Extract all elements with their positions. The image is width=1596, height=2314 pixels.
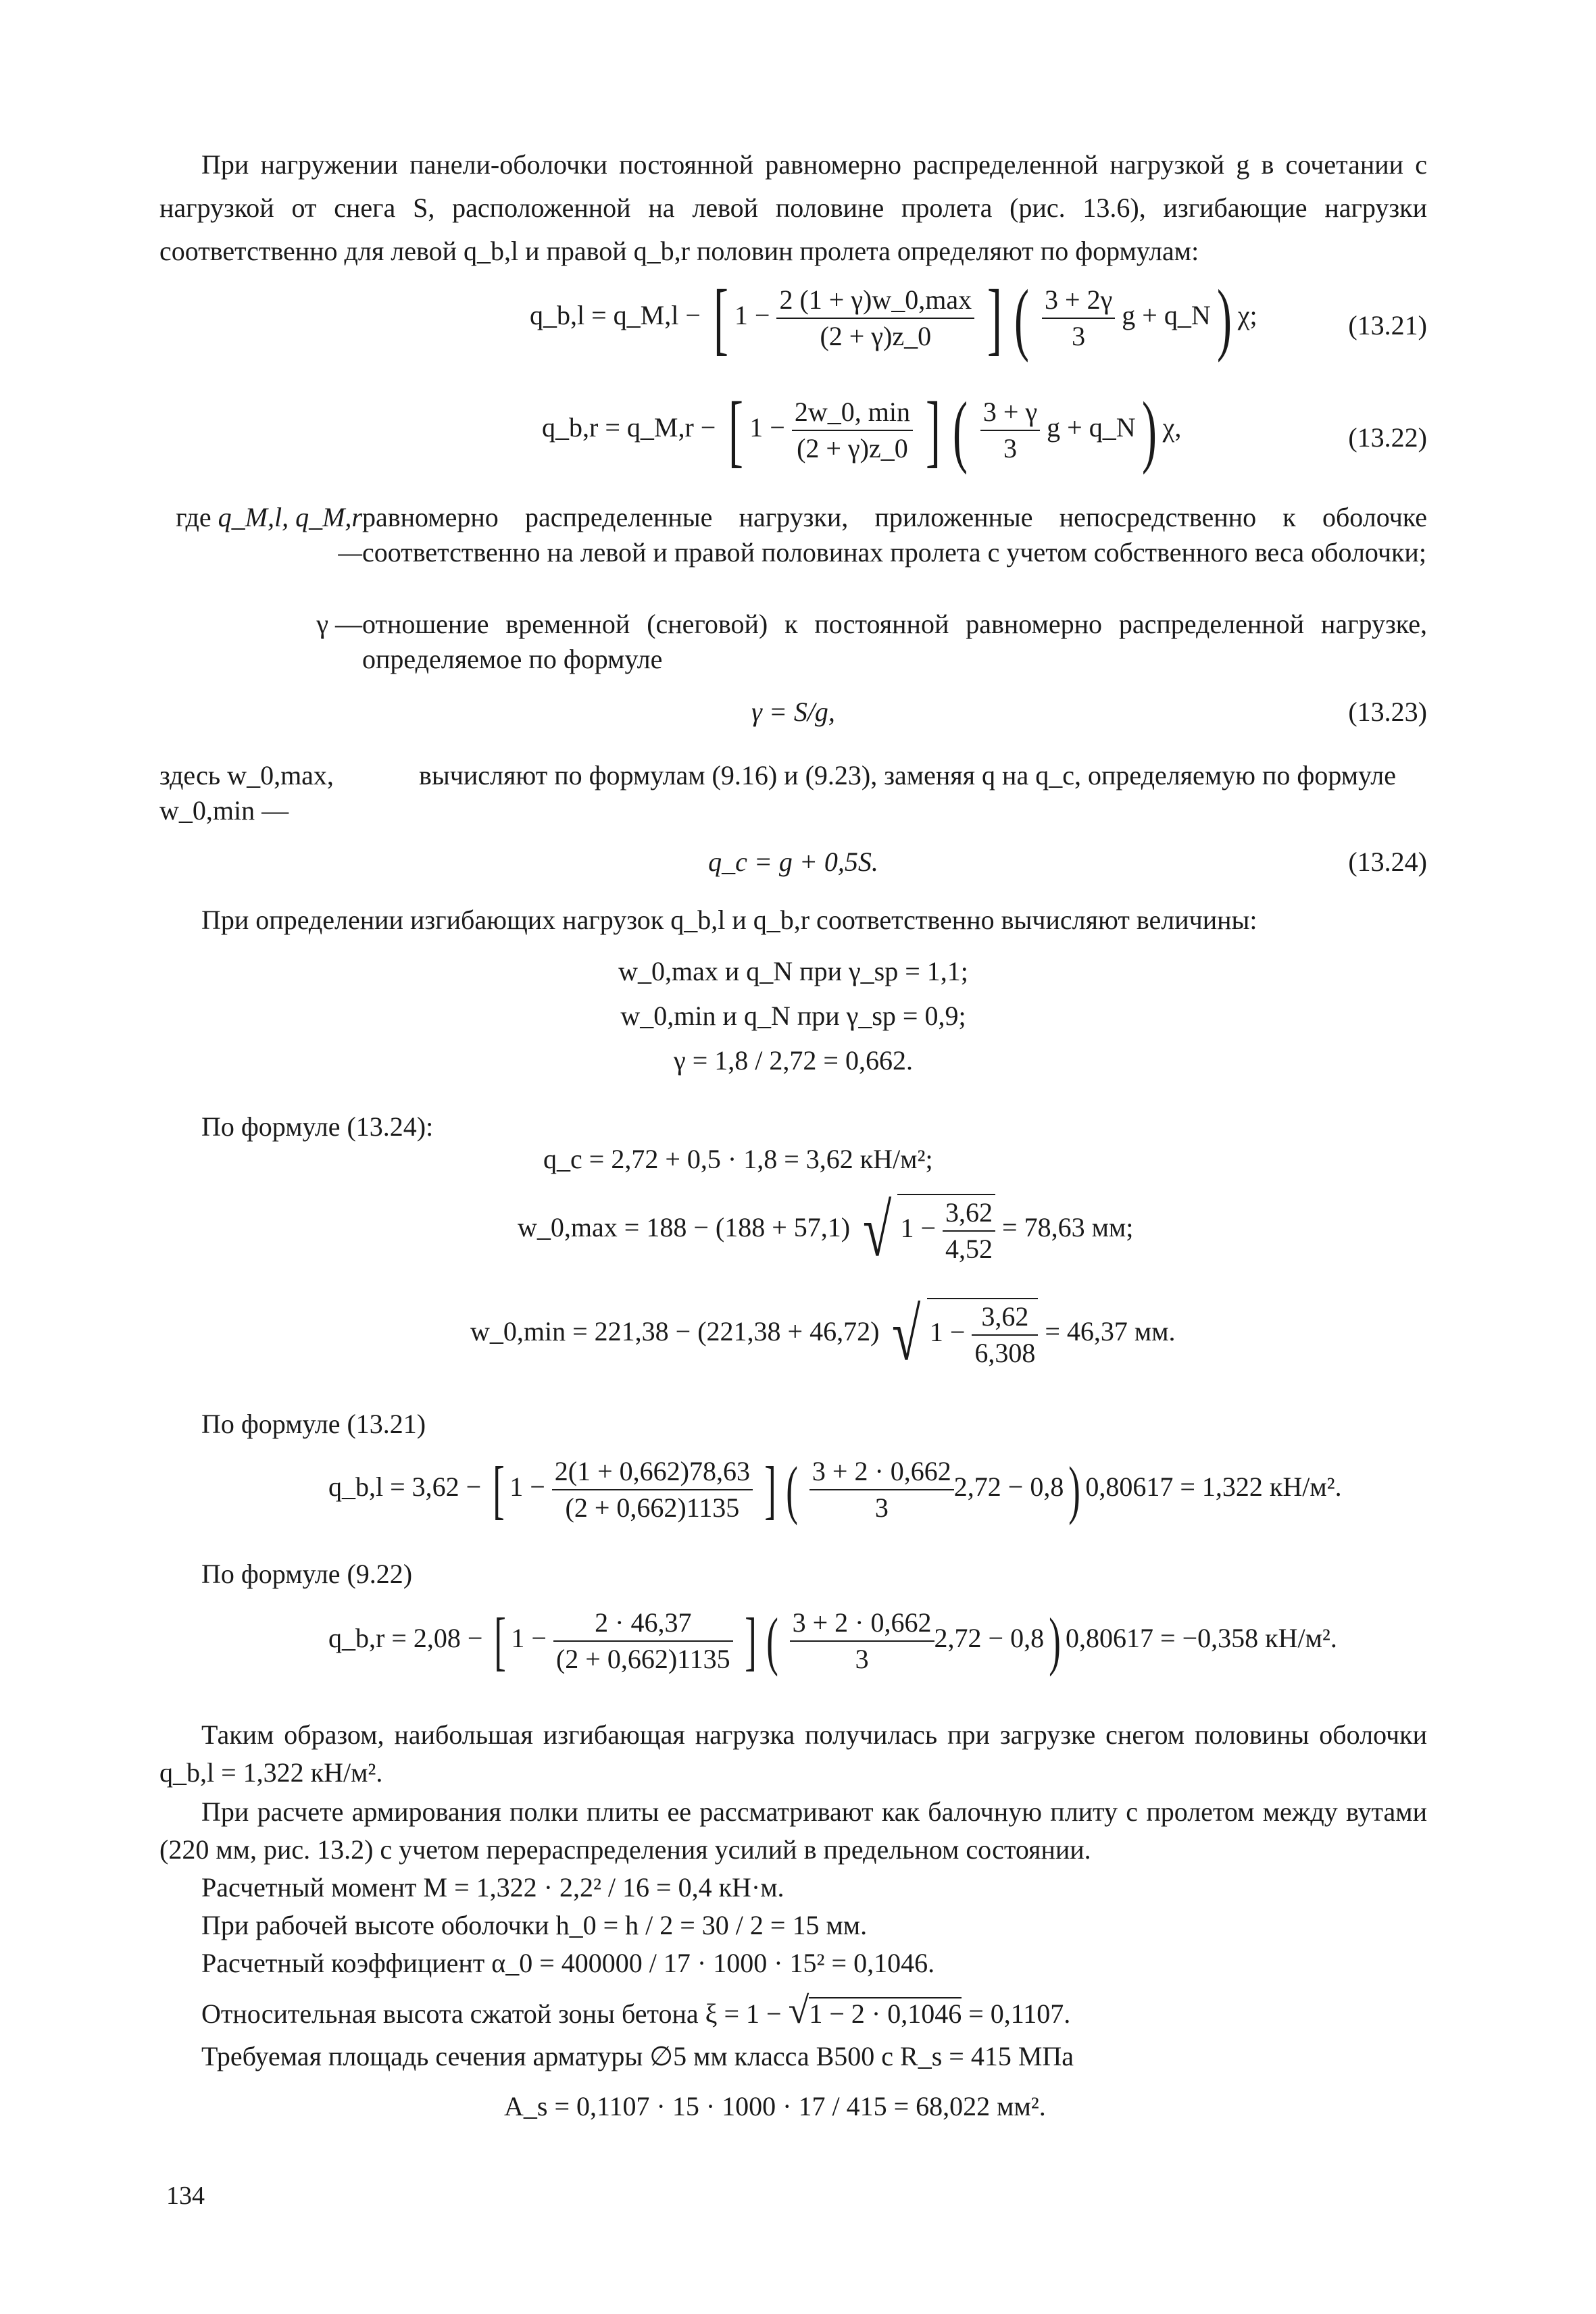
label-by-13-24: По формуле (13.24): — [201, 1111, 434, 1142]
eq-number-13-22: (13.22) — [1348, 422, 1427, 453]
conclusion-6: Относительная высота сжатой зоны бетона ξ = 1 − √1 − 2 · 0,1046 = 0,1107. — [201, 1990, 1071, 2032]
eq-number-13-21: (13.21) — [1348, 310, 1427, 341]
conclusion-2: При расчете армирования полки плиты ее рассматривают как балочную плиту с пролетом между вутами (220 мм, рис. 13.2) с учетом перераспределения усилий в предельном состоянии. — [159, 1796, 1427, 1865]
definition-1: равномерно распределенные нагрузки, приложенные непосредственно к оболочке соответственно на левой и правой половинах пролета с учетом собственного веса оболочки; — [362, 502, 1427, 568]
intro-paragraph — [159, 143, 1427, 273]
conclusion-7: Требуемая площадь сечения арматуры ∅5 мм класса В500 с R_s = 415 МПа — [201, 2041, 1074, 2071]
equation-13-21: q_b,l = q_M,l − [ 1 − $\frac{2 (1 + \gamma)w\_0,\max}{(2 + \gamma)z\_0}$ ] ( $\frac{3 + 2\gamma}{3}$ g + q_N) χ; (13.21) — [530, 273, 1427, 363]
definitions-block: где q_M,l, q_M,r — равномерно распределенные нагрузки, приложенные непосредственно к оболочке соответственно на левой и правой половинах пролета с учетом собственного веса оболочки; γ — отношение временной (снеговой) к постоянной равномерно распределенной нагрузке, определяемое по формуле — [159, 500, 1427, 649]
equation-qc: q_c = 2,72 + 0,5 · 1,8 = 3,62 кН/м²; — [543, 1144, 933, 1174]
paragraph-2: При определении изгибающих нагрузок q_b,l и q_b,r соответственно вычисляют величины: — [201, 905, 1257, 935]
equation-13-23: γ = S/g, (13.23) — [159, 692, 1427, 732]
eq-number-13-24: (13.24) — [1348, 847, 1427, 877]
conclusion-5: Расчетный коэффициент α_0 = 400000 / 17 · 1000 · 15² = 0,1046. — [201, 1948, 935, 1978]
equation-w0max: w_0,max = 188 − (188 + 57,1) √ 1 − $\frac{3,62}{4,52}$ = 78,63 мм; — [518, 1189, 1134, 1272]
equation-as: A_s = 0,1107 · 15 · 1000 · 17 / 415 = 68,022 мм². — [504, 2091, 1046, 2121]
equation-13-24: q_c = g + 0,5S. (13.24) — [159, 842, 1427, 882]
conclusion-3: Расчетный момент M = 1,322 · 2,2² / 16 = 0,4 кН·м. — [201, 1872, 784, 1903]
intro-text: При нагружении панели-оболочки постоянной равномерно распределенной нагрузкой g в сочетании с нагрузкой от снега S, расположенной на левой половине пролета (рис. 13.6), изгибающие нагрузки соответственно для левой q_b,l и правой q_b,r половин пролета определяют по формулам: — [159, 149, 1427, 266]
list-line-2: w_0,min и q_N при γ_sp = 0,9; — [620, 1001, 966, 1031]
equation-w0min: w_0,min = 221,38 − (221,38 + 46,72) √ 1 − $\frac{3,62}{6,308}$ = 46,37 мм. — [470, 1293, 1176, 1376]
eq-13-22-fraction: $\frac{2w\_0, \min}{(2 + \gamma)z\_0}$ — [792, 395, 913, 466]
definition-2: отношение временной (снеговой) к постоянной равномерно распределенной нагрузке, определяемое по формуле — [362, 609, 1427, 674]
eq-number-13-23: (13.23) — [1348, 697, 1427, 727]
equation-qbr: q_b,r = 2,08 − [ 1 − $\frac{2 \cdot 46,37}{(2 + 0,662)1135}$ ] ( $\frac{3 + 2 \cdot 0,662}{3}$ 2,72 − 0,8) 0,80617 = −0,358 кН/м². — [328, 1605, 1337, 1677]
equation-qbl: q_b,l = 3,62 − [ 1 − $\frac{2(1 + 0,662)78,63}{(2 + 0,662)1135}$ ] ( $\frac{3 + 2 \cdot 0,662}{3}$ 2,72 − 0,8) 0,80617 = 1,322 кН/м². — [328, 1453, 1342, 1526]
page-number: 134 — [166, 2182, 205, 2210]
conclusion-4: При рабочей высоте оболочки h_0 = h / 2 = 30 / 2 = 15 мм. — [201, 1910, 868, 1940]
label-by-13-21: По формуле (13.21) — [201, 1409, 426, 1439]
conclusion-1: Таким образом, наибольшая изгибающая нагрузка получилась при загрузке снегом половины оболочки q_b,l = 1,322 кН/м². — [159, 1719, 1427, 1788]
equation-13-22: q_b,r = q_M,r − [ 1 − $\frac{2w\_0, \min}{(2 + \gamma)z\_0}$ ] ( $\frac{3 + \gamma}{3}$ g + q_N) χ, (13.22) — [542, 385, 1427, 475]
list-line-3: γ = 1,8 / 2,72 = 0,662. — [674, 1045, 913, 1076]
label-by-9-22: По формуле (9.22) — [201, 1559, 413, 1589]
definition-3: вычисляют по формулам (9.16) и (9.23), заменяя q на q_c, определяемую по формуле — [419, 760, 1396, 790]
eq-13-21-lhs: q_b,l = q_M,l − — [530, 300, 701, 331]
list-line-1: w_0,max и q_N при γ_sp = 1,1; — [618, 956, 968, 986]
definitions-block-2: здесь w_0,max, w_0,min — вычисляют по формулам (9.16) и (9.23), заменяя q на q_c, определяемую по формуле — [159, 758, 1427, 832]
eq-13-21-fraction: $\frac{2 (1 + \gamma)w\_0,\max}{(2 + \gamma)z\_0}$ — [776, 282, 974, 354]
